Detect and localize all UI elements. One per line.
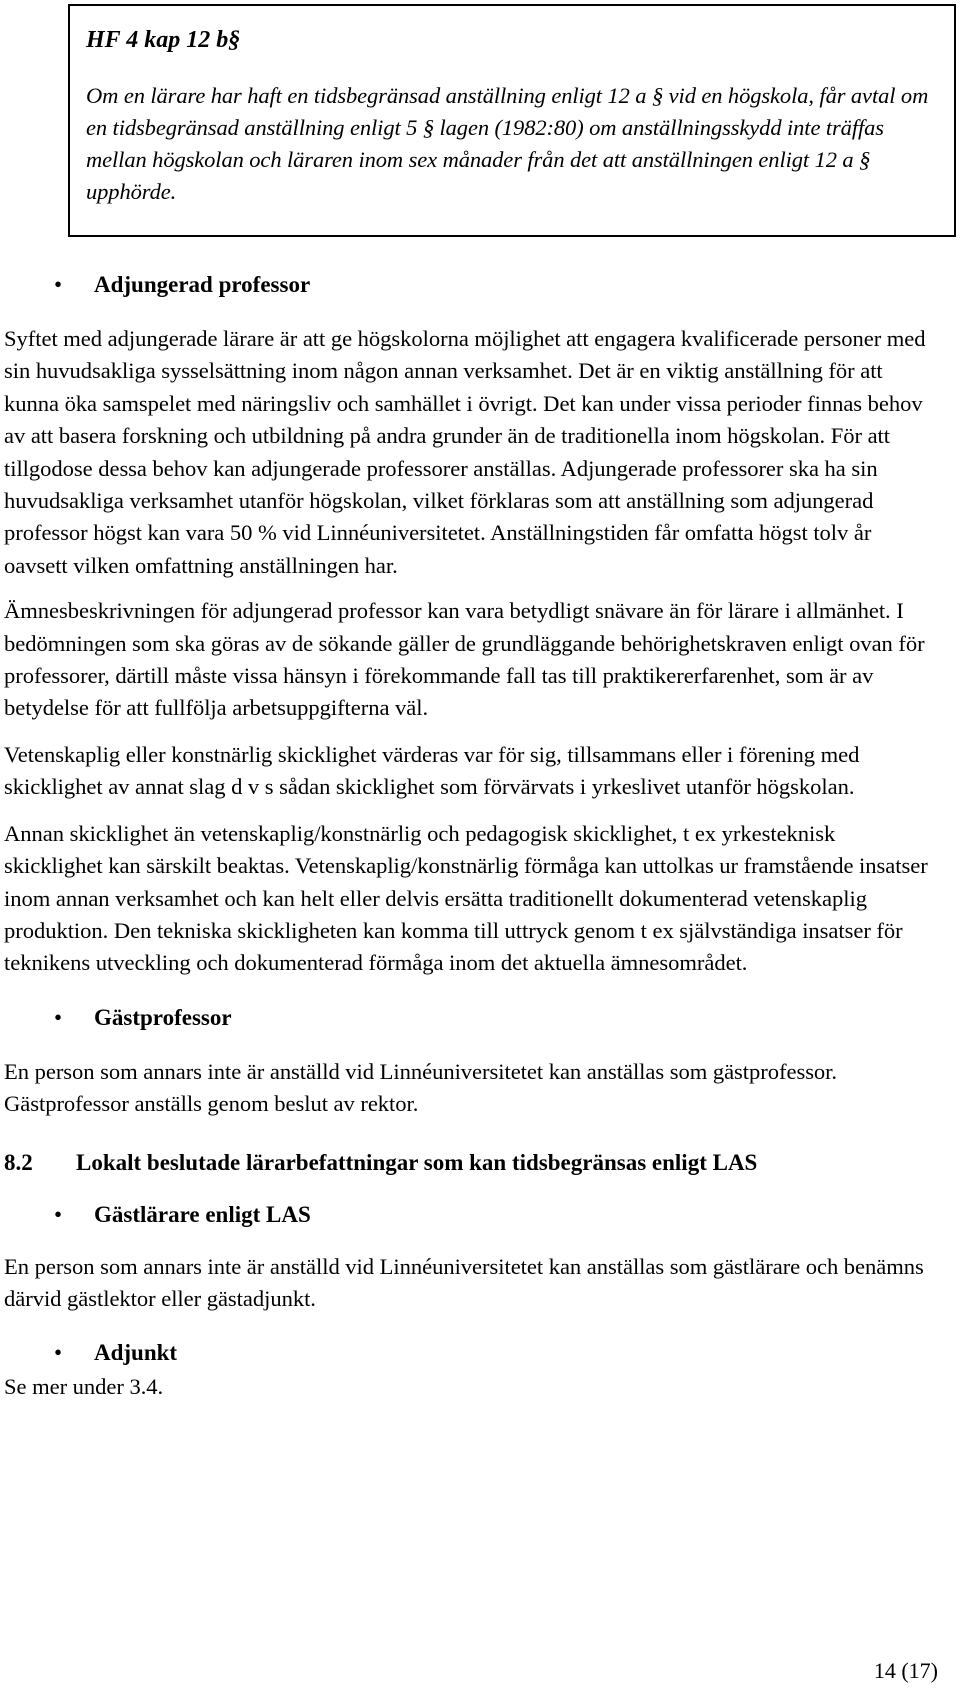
bullet-icon: • <box>54 1004 63 1030</box>
paragraph: Vetenskaplig eller konstnärlig skicklighet värderas var för sig, tillsammans eller i förening med skicklighet av annat slag d v s sådan skicklighet som förvärvats i yrkeslivet utanför högskolan. <box>4 741 860 800</box>
section-heading-8-2 <box>4 1147 939 1179</box>
heading-text: Gästlärare enligt LAS <box>94 1201 311 1227</box>
document-body <box>4 269 939 1404</box>
law-quote-title: HF 4 kap 12 b§ <box>86 27 241 53</box>
law-quote-text: Om en lärare har haft en tidsbegränsad anställning enligt 12 a § vid en högskola, får avtal om en tidsbegränsad anställning enligt 5 § lagen (1982:80) om anställningsskydd inte träffas mellan högskolan och läraren inom sex månader från det att anställningen enligt 12 a § upphörde. <box>86 83 929 204</box>
heading-gastprofessor <box>4 1002 939 1034</box>
section-number: 8.2 <box>4 1149 33 1175</box>
section-title: Lokalt beslutade lärarbefattningar som kan tidsbegränsas enligt LAS <box>76 1149 758 1175</box>
heading-adjunkt <box>4 1337 939 1369</box>
paragraph: En person som annars inte är anställd vid Linnéuniversitetet kan anställas som gästlärare och benämns därvid gästlektor eller gästadjunkt. <box>4 1253 924 1311</box>
paragraph: Syftet med adjungerade lärare är att ge högskolorna möjlighet att engagera kvalificerade personer med sin huvudsakliga sysselsättning inom någon annan verksamhet. Det är en viktig anställning för att kunna öka samspelet med näringsliv och samhället i övrigt. Det kan under vissa perioder finnas behov av att basera forskning och utbildning på andra grunder än de traditionella inom högskolan. För att tillgodose dessa behov kan adjungerade professorer anställas. Adjungerade professorer ska ha sin huvudsakliga verksamhet utanför högskolan, vilket förklaras som att anställning som adjungerad professor högst kan vara 50 % vid Linnéuniversitetet. Anställningstiden får omfatta högst tolv år oavsett vilken omfattning anställningen har. <box>4 326 926 578</box>
heading-text: Adjungerad professor <box>94 272 311 297</box>
heading-adjungerad-professor <box>4 269 939 301</box>
paragraph: Se mer under 3.4. <box>4 1374 164 1400</box>
heading-text: Gästprofessor <box>94 1004 232 1030</box>
page-number: 14 (17) <box>873 1658 938 1683</box>
bullet-icon: • <box>54 1201 63 1227</box>
paragraph: En person som annars inte är anställd vid Linnéuniversitetet kan anställas som gästprofessor. Gästprofessor anställs genom beslut av rektor. <box>4 1058 838 1117</box>
bullet-icon: • <box>54 1340 63 1366</box>
paragraph: Ämnesbeskrivningen för adjungerad professor kan vara betydligt snävare än för lärare i allmänhet. I bedömningen som ska göras av de sökande gäller de grundläggande behörighetskraven enligt ovan för professorer, därtill måste vissa hänsyn i förekommande fall tas till praktikererfarenhet, som är av betydelse för att fullfölja arbetsuppgifterna väl. <box>4 598 925 721</box>
paragraph: Annan skicklighet än vetenskaplig/konstnärlig och pedagogisk skicklighet, t ex yrkesteknisk skicklighet kan särskilt beaktas. Vetenskaplig/konstnärlig förmåga kan uttolkas ur framstående insatser inom annan verksamhet och kan helt eller delvis ersätta traditionellt dokumenterad vetenskaplig produktion. Den tekniska skickligheten kan komma till uttryck genom t ex självständiga insatser för teknikens utveckling och dokumenterad förmåga inom det aktuella ämnesområdet. <box>4 820 928 976</box>
bullet-icon: • <box>54 272 63 297</box>
heading-text: Adjunkt <box>94 1340 178 1366</box>
law-quote-box <box>68 4 956 237</box>
heading-gastlarare <box>4 1199 939 1231</box>
